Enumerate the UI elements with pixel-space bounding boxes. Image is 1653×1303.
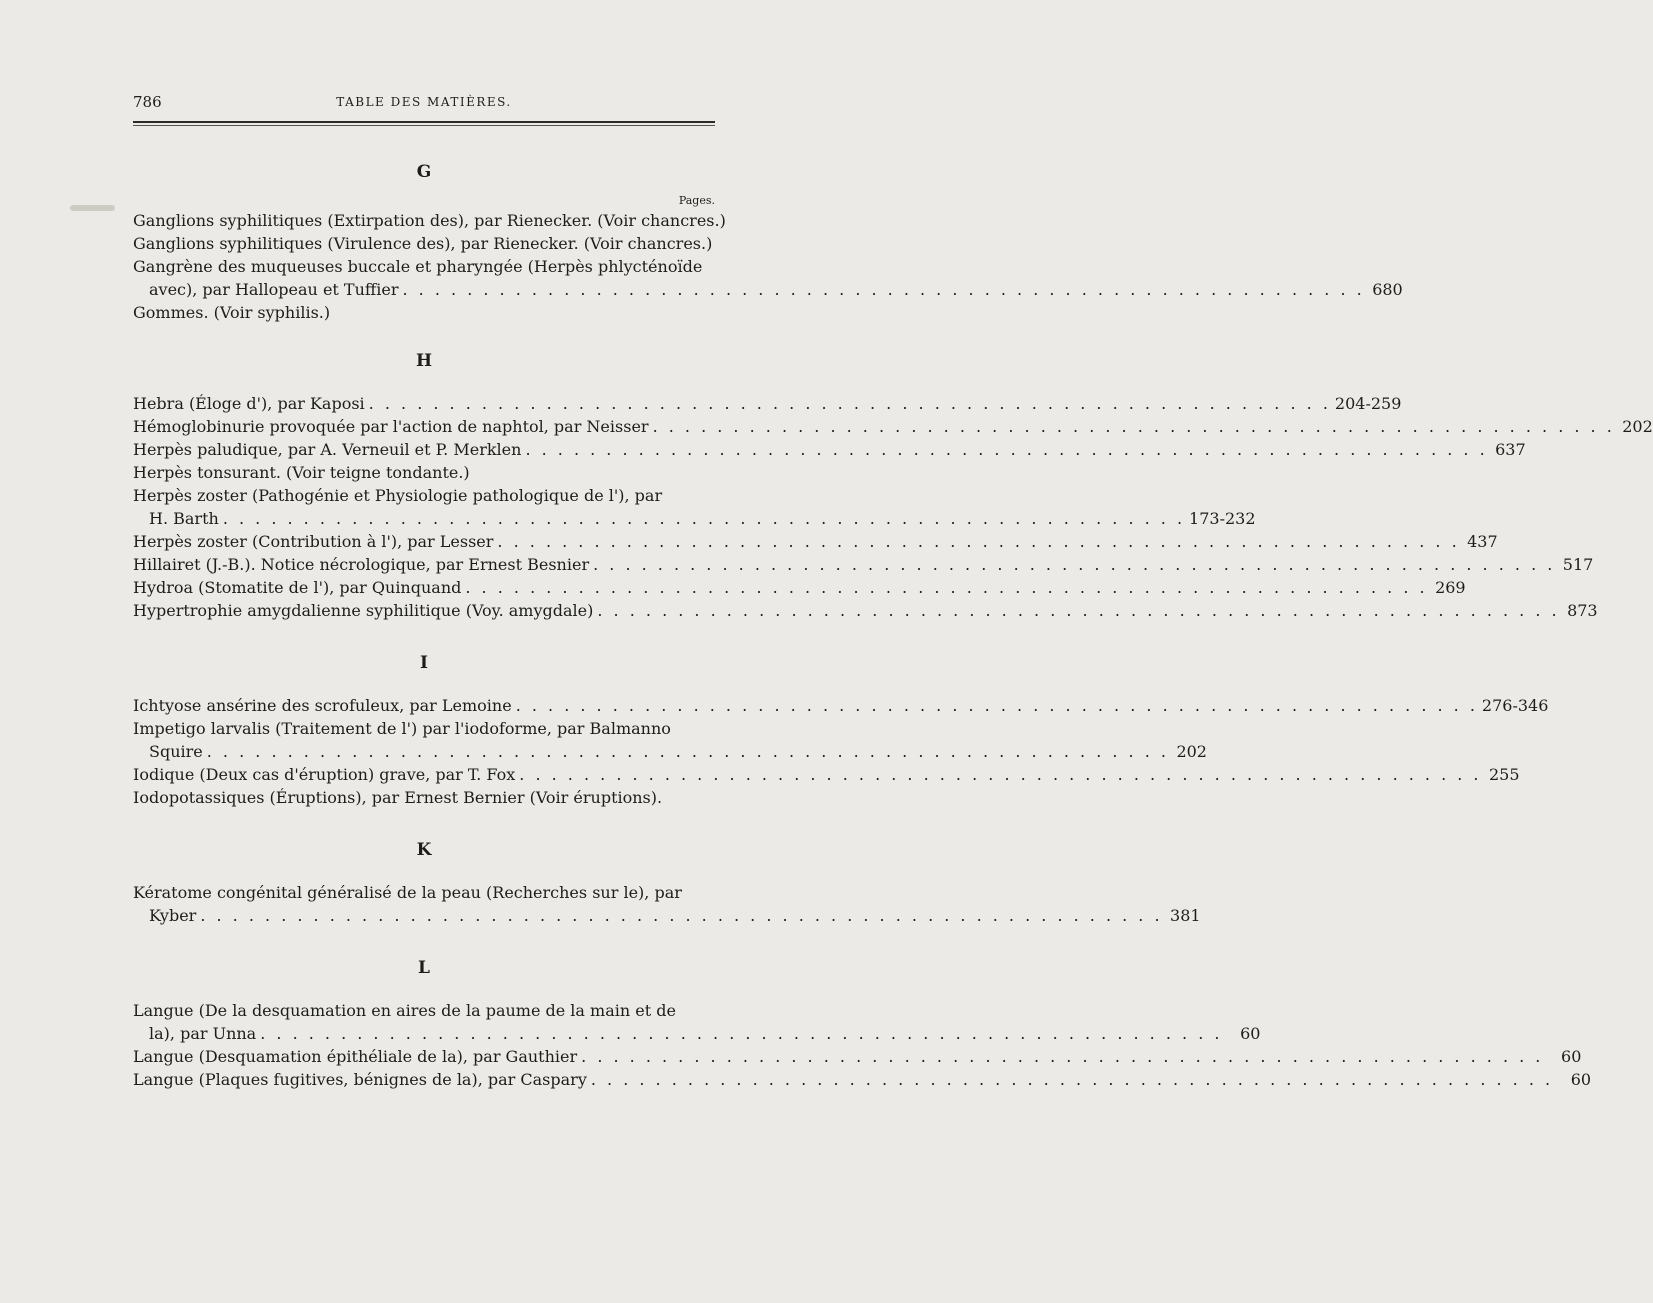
entry-line: [133, 530, 1498, 553]
entry-page: 873: [1567, 601, 1598, 620]
entry-line: [133, 599, 1598, 622]
index-content: [133, 155, 1653, 1091]
dot-leader: . . . . . . . . . . . . . . . . . . . . . . . . . . . . . . . . . . . . . . . . . . . . . . . . . . . . . . . . . . . .: [593, 555, 1556, 574]
entry-text: Kératome congénital généralisé de la peau (Recherches sur le), par: [133, 883, 682, 902]
pages-column-label: Pages.: [678, 194, 715, 207]
dot-leader: . . . . . . . . . . . . . . . . . . . . . . . . . . . . . . . . . . . . . . . . . . . . . . . . . . . . . . . . . . . .: [519, 765, 1482, 784]
entry-page: 255: [1488, 765, 1520, 784]
entry-line: [133, 694, 1549, 717]
index-entry: [133, 461, 715, 484]
page-number: 786: [133, 93, 162, 111]
entry-line: [133, 507, 1256, 530]
entry-text: Hémoglobinurie provoquée par l'action de naphtol, par Neisser: [133, 417, 649, 436]
dot-leader: . . . . . . . . . . . . . . . . . . . . . . . . . . . . . . . . . . . . . . . . . . . . . . . . . . . . . . . . . . . .: [200, 906, 1163, 925]
entry-page: 276-346: [1481, 696, 1549, 715]
entry-text: Herpès paludique, par A. Verneuil et P. Merklen: [133, 440, 522, 459]
entry-line: [133, 278, 1403, 301]
entry-line: [133, 717, 715, 740]
entry-line: [133, 881, 715, 904]
entry-page: 381: [1170, 906, 1201, 925]
entry-line: [133, 461, 715, 484]
entry-page: 680: [1372, 280, 1403, 299]
entry-line: [133, 740, 1207, 763]
entry-text: la), par Unna: [149, 1024, 257, 1043]
entry-line: [133, 232, 715, 255]
index-entry: [133, 392, 1402, 415]
entry-text: Ganglions syphilitiques (Virulence des), par Rienecker. (Voir chancres.): [133, 234, 713, 253]
index-entry: [133, 484, 1256, 530]
index-entry: [133, 1068, 1592, 1091]
index-entry: [133, 999, 1261, 1045]
dot-leader: . . . . . . . . . . . . . . . . . . . . . . . . . . . . . . . . . . . . . . . . . . . . . . . . . . . . . . . . . . . .: [652, 417, 1615, 436]
index-entry: [133, 530, 1498, 553]
index-entry: [133, 786, 715, 809]
entry-text: Gangrène des muqueuses buccale et pharyngée (Herpès phlycténoïde: [133, 257, 703, 276]
dot-leader: . . . . . . . . . . . . . . . . . . . . . . . . . . . . . . . . . . . . . . . . . . . . . . . . . . . . . . . . . . . .: [260, 1024, 1223, 1043]
entry-line: [133, 209, 726, 232]
section-letter: G: [416, 162, 432, 182]
entry-text: Herpès tonsurant. (Voir teigne tondante.): [133, 463, 470, 482]
entry-page: 269: [1435, 578, 1466, 597]
index-entry: [133, 763, 1520, 786]
entry-line: [133, 415, 1653, 438]
index-entry: [133, 438, 1526, 461]
dot-leader: . . . . . . . . . . . . . . . . . . . . . . . . . . . . . . . . . . . . . . . . . . . . . . . . . . . . . . . . . . . .: [465, 578, 1428, 597]
section-letter: L: [418, 958, 430, 978]
entry-text: Langue (Desquamation épithéliale de la), par Gauthier: [133, 1047, 578, 1066]
dot-leader: . . . . . . . . . . . . . . . . . . . . . . . . . . . . . . . . . . . . . . . . . . . . . . . . . . . . . . . . . . . .: [497, 532, 1460, 551]
index-entry: [133, 881, 1201, 927]
dot-leader: . . . . . . . . . . . . . . . . . . . . . . . . . . . . . . . . . . . . . . . . . . . . . . . . . . . . . . . . . . . .: [581, 1047, 1544, 1066]
dot-leader: . . . . . . . . . . . . . . . . . . . . . . . . . . . . . . . . . . . . . . . . . . . . . . . . . . . . . . . . . . . .: [368, 394, 1331, 413]
section-letter: I: [420, 653, 428, 673]
entry-page: 637: [1495, 440, 1526, 459]
index-entry: [133, 415, 1653, 438]
header-rule: [133, 121, 715, 123]
dot-leader: . . . . . . . . . . . . . . . . . . . . . . . . . . . . . . . . . . . . . . . . . . . . . . . . . . . . . . . . . . . .: [402, 280, 1365, 299]
entry-page: 202: [1176, 742, 1207, 761]
entry-text: Ichtyose ansérine des scrofuleux, par Lemoine: [133, 696, 512, 715]
entry-text: Squire: [149, 742, 203, 761]
entry-page: 437: [1467, 532, 1498, 551]
entry-text: Langue (De la desquamation en aires de la paume de la main et de: [133, 1001, 676, 1020]
entry-text: Impetigo larvalis (Traitement de l') par l'iodoforme, par Balmanno: [133, 719, 671, 738]
entry-page: 202: [1622, 417, 1653, 436]
index-entry: [133, 694, 1549, 717]
entry-text: Herpès zoster (Pathogénie et Physiologie pathologique de l'), par: [133, 486, 663, 505]
index-entry: [133, 301, 715, 324]
entry-text: Hydroa (Stomatite de l'), par Quinquand: [133, 578, 462, 597]
dot-leader: . . . . . . . . . . . . . . . . . . . . . . . . . . . . . . . . . . . . . . . . . . . . . . . . . . . . . . . . . . . .: [597, 601, 1560, 620]
entry-line: [133, 1022, 1261, 1045]
index-entry: [133, 255, 1403, 301]
entry-text: Langue (Plaques fugitives, bénignes de la), par Caspary: [133, 1070, 587, 1089]
entry-page: 60: [1570, 1070, 1592, 1089]
entry-line: [133, 1045, 1582, 1068]
entry-page: 517: [1562, 555, 1594, 574]
entry-line: [133, 576, 1466, 599]
index-entry: [133, 599, 1598, 622]
index-entry: [133, 1045, 1582, 1068]
dot-leader: . . . . . . . . . . . . . . . . . . . . . . . . . . . . . . . . . . . . . . . . . . . . . . . . . . . . . . . . . . . .: [206, 742, 1169, 761]
entry-page: 60: [1240, 1024, 1261, 1043]
entry-text: Herpès zoster (Contribution à l'), par Lesser: [133, 532, 494, 551]
entry-text: Kyber: [149, 906, 197, 925]
entry-text: Iodopotassiques (Éruptions), par Ernest Bernier (Voir éruptions).: [133, 788, 663, 807]
entry-text: Ganglions syphilitiques (Extirpation des), par Rienecker. (Voir chancres.): [133, 211, 726, 230]
entry-text: H. Barth: [149, 509, 219, 528]
ink-stain: [70, 205, 115, 211]
entry-line: [133, 999, 715, 1022]
entry-text: Hypertrophie amygdalienne syphilitique (Voy. amygdale): [133, 601, 594, 620]
entry-line: [133, 255, 715, 278]
header-rule-thin: [133, 125, 715, 126]
entry-line: [133, 392, 1402, 415]
entry-page: 204-259: [1334, 394, 1402, 413]
entry-line: [133, 763, 1520, 786]
dot-leader: . . . . . . . . . . . . . . . . . . . . . . . . . . . . . . . . . . . . . . . . . . . . . . . . . . . . . . . . . . . .: [590, 1070, 1554, 1089]
entry-page: 60: [1561, 1047, 1582, 1066]
index-section-k: [133, 833, 1201, 927]
index-section-g: [133, 155, 1403, 324]
running-title: TABLE DES MATIÈRES.: [336, 95, 512, 109]
dot-leader: . . . . . . . . . . . . . . . . . . . . . . . . . . . . . . . . . . . . . . . . . . . . . . . . . . . . . . . . . . . .: [525, 440, 1488, 459]
index-entry: [133, 209, 726, 232]
index-entry: [133, 717, 1207, 763]
entry-line: [133, 553, 1594, 576]
entry-text: avec), par Hallopeau et Tuffier: [149, 280, 399, 299]
index-entry: [133, 576, 1466, 599]
index-entry: [133, 553, 1594, 576]
section-letter: K: [416, 840, 432, 860]
page-header: [133, 93, 715, 113]
index-entry: [133, 232, 715, 255]
entry-line: [133, 1068, 1592, 1091]
index-section-i: [133, 646, 1549, 809]
index-section-l: [133, 951, 1592, 1091]
section-letter: H: [415, 351, 433, 371]
entry-page: 173-232: [1189, 509, 1256, 528]
entry-line: [133, 438, 1526, 461]
entry-text: Gommes. (Voir syphilis.): [133, 303, 331, 322]
entry-text: Iodique (Deux cas d'éruption) grave, par T. Fox: [133, 765, 516, 784]
entry-line: [133, 904, 1201, 927]
entry-text: Hebra (Éloge d'), par Kaposi: [133, 394, 365, 413]
index-section-h: [133, 344, 1653, 622]
dot-leader: . . . . . . . . . . . . . . . . . . . . . . . . . . . . . . . . . . . . . . . . . . . . . . . . . . . . . . . . . . . .: [222, 509, 1186, 528]
entry-text: Hillairet (J.-B.). Notice nécrologique, par Ernest Besnier: [133, 555, 590, 574]
entry-line: [133, 301, 715, 324]
dot-leader: . . . . . . . . . . . . . . . . . . . . . . . . . . . . . . . . . . . . . . . . . . . . . . . . . . . . . . . . . . . .: [515, 696, 1478, 715]
entry-line: [133, 786, 715, 809]
entry-line: [133, 484, 715, 507]
